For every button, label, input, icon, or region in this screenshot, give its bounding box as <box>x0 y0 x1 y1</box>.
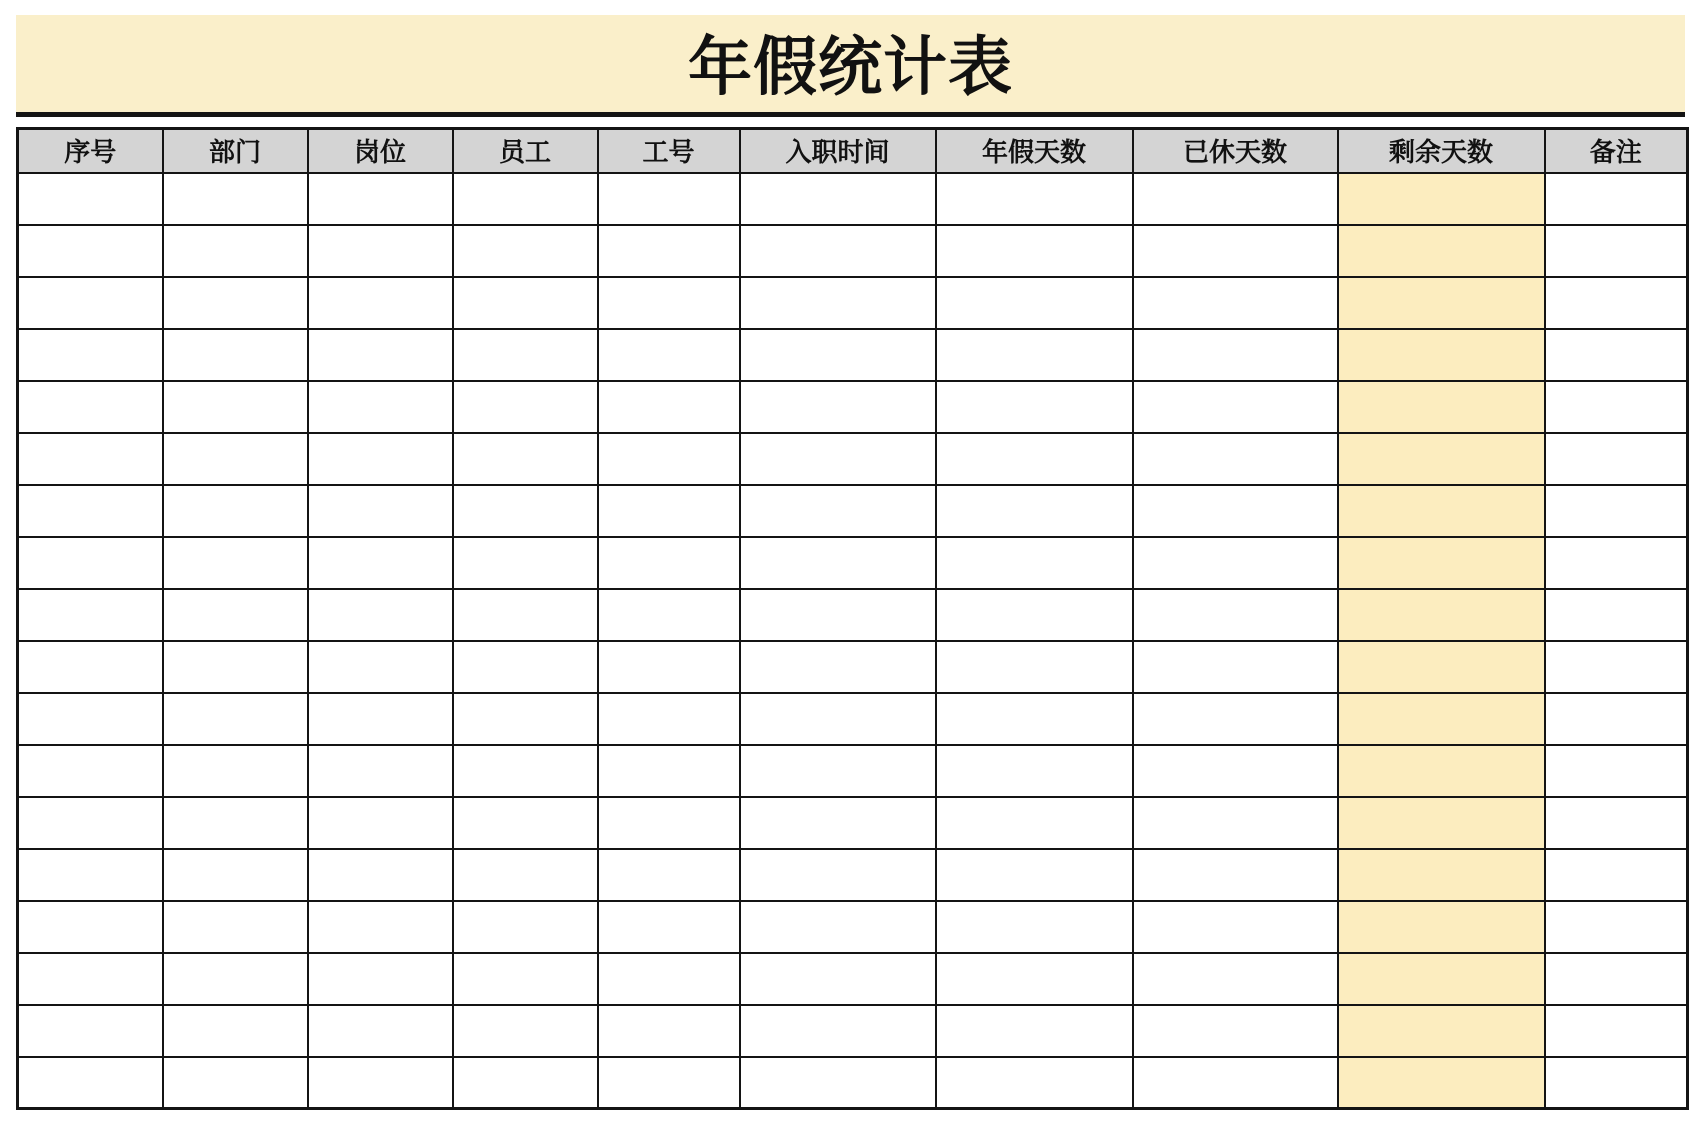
table-row <box>18 641 1688 693</box>
table-cell-highlighted <box>1338 1057 1545 1109</box>
table-cell <box>18 433 163 485</box>
table-cell <box>598 225 740 277</box>
table-cell <box>18 1057 163 1109</box>
table-cell <box>453 433 598 485</box>
table-cell <box>308 745 453 797</box>
table-cell <box>1545 225 1688 277</box>
table-cell <box>740 849 936 901</box>
table-cell <box>163 745 308 797</box>
table-cell <box>163 485 308 537</box>
table-row <box>18 173 1688 225</box>
table-cell <box>1133 745 1338 797</box>
table-cell <box>1545 537 1688 589</box>
table-cell <box>453 173 598 225</box>
table-cell <box>740 277 936 329</box>
table-cell <box>598 745 740 797</box>
table-row <box>18 849 1688 901</box>
table-cell <box>598 433 740 485</box>
table-row <box>18 953 1688 1005</box>
table-cell <box>163 641 308 693</box>
column-header-5: 工号 <box>598 129 740 173</box>
table-cell-highlighted <box>1338 277 1545 329</box>
table-cell <box>1545 329 1688 381</box>
table-cell <box>18 173 163 225</box>
table-cell <box>453 485 598 537</box>
table-cell <box>936 693 1133 745</box>
table-cell <box>453 745 598 797</box>
table-cell <box>18 485 163 537</box>
table-cell-highlighted <box>1338 329 1545 381</box>
table-cell-highlighted <box>1338 953 1545 1005</box>
table-cell <box>740 745 936 797</box>
table-row <box>18 589 1688 641</box>
table-row <box>18 277 1688 329</box>
table-cell <box>453 225 598 277</box>
table-cell <box>453 1005 598 1057</box>
table-cell <box>936 1057 1133 1109</box>
table-cell-highlighted <box>1338 797 1545 849</box>
table-cell <box>1133 849 1338 901</box>
table-cell <box>1545 1005 1688 1057</box>
table-cell <box>1133 173 1338 225</box>
table-cell <box>163 693 308 745</box>
column-header-8: 已休天数 <box>1133 129 1338 173</box>
table-cell <box>1133 329 1338 381</box>
table-cell <box>936 329 1133 381</box>
table-cell <box>18 797 163 849</box>
table-cell-highlighted <box>1338 745 1545 797</box>
table-cell <box>308 953 453 1005</box>
table-cell <box>163 953 308 1005</box>
column-header-3: 岗位 <box>308 129 453 173</box>
table-cell <box>453 329 598 381</box>
table-cell <box>1545 433 1688 485</box>
table-cell <box>18 537 163 589</box>
table-cell <box>936 849 1133 901</box>
column-header-6: 入职时间 <box>740 129 936 173</box>
table-cell <box>936 433 1133 485</box>
table-cell <box>453 953 598 1005</box>
table-cell-highlighted <box>1338 225 1545 277</box>
table-cell <box>598 901 740 953</box>
table-cell <box>740 901 936 953</box>
table-cell <box>308 901 453 953</box>
table-cell-highlighted <box>1338 433 1545 485</box>
table-row <box>18 693 1688 745</box>
title-banner <box>16 15 1685 117</box>
table-cell <box>18 225 163 277</box>
table-cell <box>740 173 936 225</box>
table-cell <box>308 849 453 901</box>
table-cell <box>163 433 308 485</box>
table-cell <box>453 589 598 641</box>
table-cell <box>936 485 1133 537</box>
table-cell <box>1133 641 1338 693</box>
table-cell <box>308 641 453 693</box>
table-cell <box>453 797 598 849</box>
table-row <box>18 1005 1688 1057</box>
table-cell <box>598 277 740 329</box>
header-row <box>18 129 1688 173</box>
table-cell <box>936 1005 1133 1057</box>
table-cell <box>453 381 598 433</box>
table-cell <box>1133 693 1338 745</box>
table-cell <box>740 1057 936 1109</box>
table-body <box>18 173 1688 1109</box>
column-header-1: 序号 <box>18 129 163 173</box>
table-cell <box>1133 953 1338 1005</box>
table-cell <box>740 589 936 641</box>
table-cell <box>740 381 936 433</box>
table-cell <box>18 849 163 901</box>
table-cell <box>740 1005 936 1057</box>
table-cell <box>1545 849 1688 901</box>
table-cell <box>163 1005 308 1057</box>
table-cell <box>308 173 453 225</box>
table-cell <box>453 693 598 745</box>
table-cell <box>308 381 453 433</box>
table-cell <box>936 277 1133 329</box>
table-cell <box>936 745 1133 797</box>
table-cell <box>18 1005 163 1057</box>
table-row <box>18 745 1688 797</box>
table-cell <box>1133 485 1338 537</box>
table-cell <box>1545 901 1688 953</box>
table-row <box>18 797 1688 849</box>
table-cell <box>1133 381 1338 433</box>
table-cell <box>18 641 163 693</box>
table-cell <box>598 537 740 589</box>
table-cell <box>1545 589 1688 641</box>
column-header-9: 剩余天数 <box>1338 129 1545 173</box>
table-cell <box>163 173 308 225</box>
table-cell <box>163 277 308 329</box>
table-cell <box>453 849 598 901</box>
column-header-2: 部门 <box>163 129 308 173</box>
table-cell <box>1545 1057 1688 1109</box>
table-cell <box>740 225 936 277</box>
table-cell <box>163 589 308 641</box>
table-cell-highlighted <box>1338 173 1545 225</box>
table-cell-highlighted <box>1338 693 1545 745</box>
table-cell <box>598 1057 740 1109</box>
table-cell <box>936 953 1133 1005</box>
table-cell <box>18 901 163 953</box>
table-cell <box>308 225 453 277</box>
table-cell-highlighted <box>1338 849 1545 901</box>
page-title: 年假统计表 <box>688 30 1013 103</box>
table-cell <box>598 641 740 693</box>
table-cell <box>163 901 308 953</box>
table-row <box>18 381 1688 433</box>
table-cell-highlighted <box>1338 589 1545 641</box>
table-cell <box>453 641 598 693</box>
table-cell <box>163 381 308 433</box>
table-cell-highlighted <box>1338 381 1545 433</box>
table-cell <box>936 225 1133 277</box>
table-cell <box>308 693 453 745</box>
table-cell <box>1133 901 1338 953</box>
table-cell <box>936 641 1133 693</box>
table-cell <box>308 329 453 381</box>
table-row <box>18 329 1688 381</box>
table-cell <box>308 485 453 537</box>
table-cell <box>598 485 740 537</box>
table-row <box>18 1057 1688 1109</box>
table-cell <box>308 1005 453 1057</box>
table-cell <box>598 589 740 641</box>
table-cell <box>1133 433 1338 485</box>
table-cell <box>18 277 163 329</box>
table-cell-highlighted <box>1338 901 1545 953</box>
table-cell <box>18 693 163 745</box>
table-cell <box>1545 693 1688 745</box>
table-cell <box>308 797 453 849</box>
table-cell <box>1133 537 1338 589</box>
table-cell <box>1545 797 1688 849</box>
table-cell <box>598 173 740 225</box>
table-cell <box>308 1057 453 1109</box>
table-cell <box>1133 589 1338 641</box>
table-cell <box>163 329 308 381</box>
table-cell <box>308 589 453 641</box>
table-cell <box>598 953 740 1005</box>
table-cell <box>308 433 453 485</box>
leave-table-container <box>16 127 1689 1110</box>
table-cell <box>453 901 598 953</box>
table-cell <box>740 641 936 693</box>
table-cell <box>936 381 1133 433</box>
table-cell <box>598 849 740 901</box>
table-cell-highlighted <box>1338 537 1545 589</box>
table-cell <box>1133 1057 1338 1109</box>
table-cell <box>453 537 598 589</box>
table-cell <box>163 537 308 589</box>
table-cell <box>18 329 163 381</box>
table-cell-highlighted <box>1338 1005 1545 1057</box>
table-cell-highlighted <box>1338 641 1545 693</box>
table-cell <box>1545 953 1688 1005</box>
table-cell <box>18 381 163 433</box>
table-cell <box>598 329 740 381</box>
table-cell <box>1545 641 1688 693</box>
table-cell <box>18 589 163 641</box>
table-cell <box>598 797 740 849</box>
table-cell <box>740 329 936 381</box>
table-cell <box>163 1057 308 1109</box>
table-cell <box>163 797 308 849</box>
table-cell <box>740 693 936 745</box>
table-cell <box>598 381 740 433</box>
table-cell <box>18 745 163 797</box>
table-cell <box>740 953 936 1005</box>
table-cell <box>936 173 1133 225</box>
table-cell <box>1545 381 1688 433</box>
column-header-10: 备注 <box>1545 129 1688 173</box>
table-cell <box>740 797 936 849</box>
column-header-4: 员工 <box>453 129 598 173</box>
table-cell <box>163 849 308 901</box>
table-row <box>18 901 1688 953</box>
table-cell <box>1133 1005 1338 1057</box>
column-header-7: 年假天数 <box>936 129 1133 173</box>
table-cell <box>740 537 936 589</box>
table-row <box>18 225 1688 277</box>
table-cell <box>18 953 163 1005</box>
table-cell <box>936 797 1133 849</box>
leave-table <box>16 127 1689 1110</box>
table-cell <box>1545 277 1688 329</box>
table-cell <box>740 433 936 485</box>
table-cell <box>1545 173 1688 225</box>
table-cell <box>1133 277 1338 329</box>
table-cell <box>453 1057 598 1109</box>
table-cell <box>308 277 453 329</box>
table-cell <box>453 277 598 329</box>
table-row <box>18 485 1688 537</box>
table-cell <box>1133 225 1338 277</box>
table-cell <box>936 901 1133 953</box>
table-cell <box>598 693 740 745</box>
table-cell-highlighted <box>1338 485 1545 537</box>
table-cell <box>936 589 1133 641</box>
table-cell <box>1133 797 1338 849</box>
table-cell <box>308 537 453 589</box>
table-cell <box>1545 745 1688 797</box>
table-cell <box>163 225 308 277</box>
table-row <box>18 433 1688 485</box>
table-row <box>18 537 1688 589</box>
table-cell <box>1545 485 1688 537</box>
table-cell <box>936 537 1133 589</box>
table-cell <box>598 1005 740 1057</box>
table-cell <box>740 485 936 537</box>
